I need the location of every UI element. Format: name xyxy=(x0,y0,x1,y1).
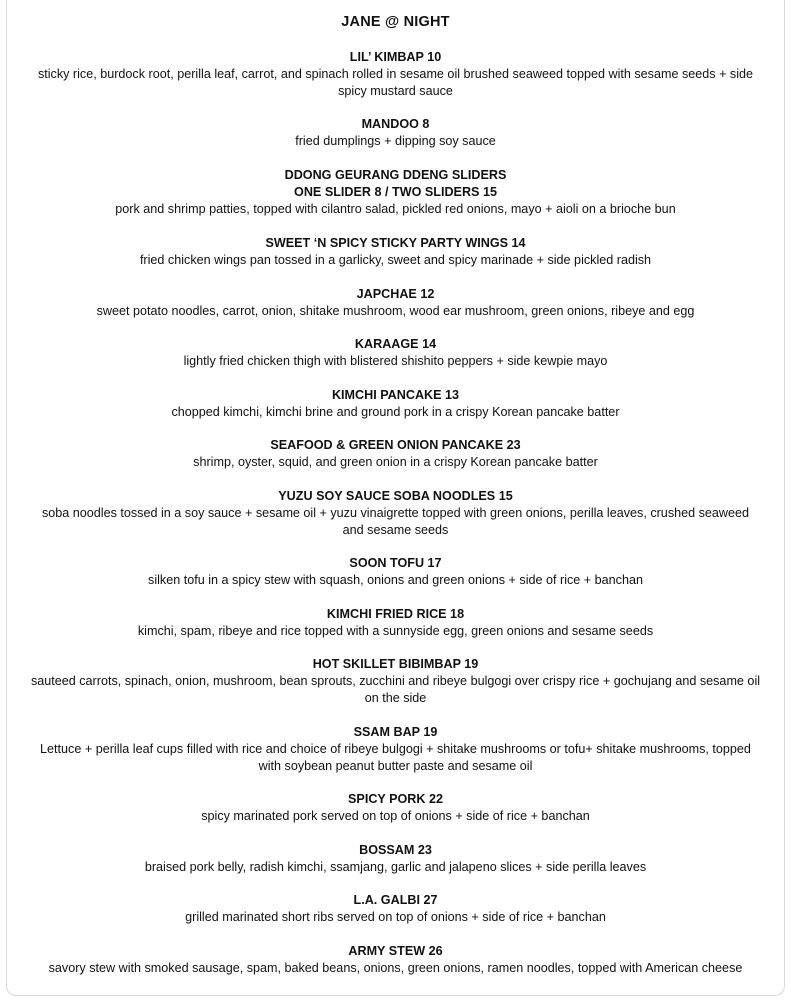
item-name: HOT SKILLET BIBIMBAP 19 xyxy=(312,657,479,671)
menu-item xyxy=(10,116,781,167)
menu-item xyxy=(10,49,781,116)
menu-item xyxy=(10,286,781,336)
item-description: sticky rice, burdock root, perilla leaf, carrot, and spinach rolled in sesame oil brushed seaweed topped with sesame seeds + side spicy mustard sauce xyxy=(37,67,754,98)
item-name: SSAM BAP 19 xyxy=(353,725,438,739)
item-subtitle: ONE SLIDER 8 / TWO SLIDERS 15 xyxy=(294,185,497,199)
item-description: kimchi, spam, ribeye and rice topped with a sunnyside egg, green onions and sesame seeds xyxy=(137,624,654,638)
item-description: lightly fried chicken thigh with blistered shishito peppers + side kewpie mayo xyxy=(183,354,608,368)
item-description: braised pork belly, radish kimchi, ssamjang, garlic and jalapeno slices + side perilla leaves xyxy=(144,860,647,874)
menu-item xyxy=(10,336,781,387)
menu-item xyxy=(10,488,781,555)
item-name: JAPCHAE 12 xyxy=(356,287,435,301)
item-name: SOON TOFU 17 xyxy=(349,556,442,570)
item-name: MANDOO 8 xyxy=(361,117,430,131)
item-name: KARAAGE 14 xyxy=(354,337,437,351)
menu-item xyxy=(10,842,781,892)
menu-item xyxy=(10,791,781,842)
menu-item xyxy=(10,724,781,791)
item-description: fried chicken wings pan tossed in a garlicky, sweet and spicy marinade + side pickled radish xyxy=(139,253,652,267)
item-name: KIMCHI PANCAKE 13 xyxy=(331,388,460,402)
menu-item xyxy=(10,387,781,437)
item-description: sweet potato noodles, carrot, onion, shitake mushroom, wood ear mushroom, green onions, ribeye and egg xyxy=(96,304,695,318)
item-name: SEAFOOD & GREEN ONION PANCAKE 23 xyxy=(270,438,521,452)
item-name: ARMY STEW 26 xyxy=(348,944,443,958)
item-description: grilled marinated short ribs served on top of onions + side of rice + banchan xyxy=(185,910,606,924)
item-description: shrimp, oyster, squid, and green onion in a crispy Korean pancake batter xyxy=(193,455,598,469)
item-description: silken tofu in a spicy stew with squash, onions and green onions + side of rice + banchan xyxy=(148,573,643,587)
item-description: soba noodles tossed in a soy sauce + sesame oil + yuzu vinaigrette topped with green onions, perilla leaves, crushed seaweed and sesame seeds xyxy=(41,506,750,537)
item-description: fried dumplings + dipping soy sauce xyxy=(295,134,496,148)
item-description: Lettuce + perilla leaf cups filled with rice and choice of ribeye bulgogi + shitake mushrooms or tofu+ shitake mushrooms, topped with soybean peanut butter paste and sesame oil xyxy=(40,742,751,773)
item-description: pork and shrimp patties, topped with cilantro salad, pickled red onions, mayo + aioli on a brioche bun xyxy=(115,202,676,216)
item-name: SPICY PORK 22 xyxy=(348,792,443,806)
menu-item xyxy=(10,167,781,235)
item-description: savory stew with smoked sausage, spam, baked beans, onions, green onions, ramen noodles, topped with American cheese xyxy=(48,961,743,975)
menu-item xyxy=(10,943,781,983)
item-name: LIL’ KIMBAP 10 xyxy=(349,50,442,64)
menu xyxy=(10,0,781,983)
item-description: chopped kimchi, kimchi brine and ground pork in a crispy Korean pancake batter xyxy=(171,405,620,419)
item-name: KIMCHI FRIED RICE 18 xyxy=(326,607,465,621)
menu-item xyxy=(10,555,781,606)
item-name: SWEET ‘N SPICY STICKY PARTY WINGS 14 xyxy=(265,236,526,250)
menu-item xyxy=(10,606,781,656)
menu-item xyxy=(10,235,781,286)
item-description: spicy marinated pork served on top of onions + side of rice + banchan xyxy=(201,809,590,823)
menu-item xyxy=(10,656,781,724)
menu-item xyxy=(10,437,781,488)
item-name: DDONG GEURANG DDENG SLIDERS xyxy=(284,168,507,182)
item-name: BOSSAM 23 xyxy=(359,843,432,857)
menu-item xyxy=(10,892,781,943)
item-name: YUZU SOY SAUCE SOBA NOODLES 15 xyxy=(278,489,513,503)
item-name: L.A. GALBI 27 xyxy=(353,893,438,907)
item-description: sauteed carrots, spinach, onion, mushroom, bean sprouts, zucchini and ribeye bulgogi over crispy rice + gochujang and sesame oil on the side xyxy=(30,674,761,705)
menu-title: JANE @ NIGHT xyxy=(341,14,450,30)
